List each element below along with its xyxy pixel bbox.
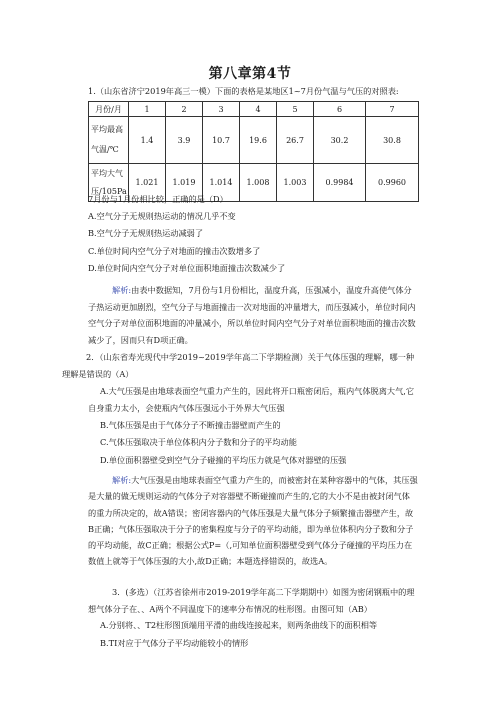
- table-cell: 30.8: [366, 117, 419, 164]
- q2-analysis: 解析:大气压强是由地球表面空气重力产生的，而被密封在某种容器中的气体，其压强是大量的做无规则运动的气体分子对容器壁不断碰撞而产生的,它的大小不是由被封闭气体的重力所决定的，故A错误；密闭容器内的气体压强是大量气体分子频繁撞击器壁产生，故B正确；气体压强取决于分子的密集程度与分子的平均动能，即为单位体积内分子数和分子的平均动能，故C正确；根据公式P=（,可知单位面积器壁受到气体分子碰撞的平均压力在数值上就等于气体压强的大小,故D正确；本题选择错误的，故选A。: [88, 475, 418, 567]
- q1-stem: 1.（山东省济宁2019年高三一模）下面的表格是某地区1~7月份气温与气压的对照表:: [88, 86, 399, 96]
- q3-option-a: A.分别将、、T2柱形图顶端用平滑的曲线连接起来，则两条曲线下的面积相等: [100, 620, 378, 630]
- table-cell: 30.2: [314, 117, 366, 164]
- table-cell: 19.6: [240, 117, 277, 164]
- q3-option-b: B.TI对应于气体分子平均动能较小的情形: [100, 638, 249, 648]
- table-header-cell: 6: [314, 102, 366, 117]
- table-cell: 10.7: [203, 117, 240, 164]
- table-cell: 1.019: [166, 164, 203, 202]
- table-header-cell: 4: [240, 102, 277, 117]
- page-title: 第八章第4节: [208, 66, 292, 82]
- table-header-row: [89, 102, 419, 117]
- table-cell: 1.014: [203, 164, 240, 202]
- table-header-cell: 7: [366, 102, 419, 117]
- table-cell: 26.7: [277, 117, 314, 164]
- q3-stem: 3．(多选）（江苏省徐州市2019-2019学年高二下学期期中）如图为密闭钢瓶中的理想气体分子在、、A两个不同温度下的速率分布情况的柱形图。由图可知（AB）: [88, 587, 415, 614]
- q2-option-d: D.单位面积器壁受到空气分子碰撞的平均压力就是气体对器壁的压强: [100, 455, 347, 465]
- q2-option-c: C.气体压强取决于单位体积内分子数和分子的平均动能: [100, 437, 297, 447]
- q2-option-b: B.气体压强是由于气体分子不断撞击器壁而产生的: [100, 420, 281, 430]
- q2-stem: 2．（山东省寿光现代中学2019~2019学年高二下学期检测）关于气体压强的理解，哪一种理解是错误的（A）: [62, 352, 415, 379]
- table-header-cell: 3: [203, 102, 240, 117]
- table-cell: 1.008: [240, 164, 277, 202]
- table-header-cell: 1: [129, 102, 166, 117]
- table-cell: 0.9984: [314, 164, 366, 202]
- table-header-cell: 5: [277, 102, 314, 117]
- q1-question: 7月份与1月份相比较，正确的是（D）: [88, 194, 228, 204]
- q1-analysis: 解析:由表中数据知，7月份与1月份相比，温度升高，压强减小，温度升高使气体分子热运动更加剧烈，空气分子与地面撞击一次对地面的冲量增大，而压强减小，单位时间内空气分子对单位面积地面的冲量减小，所以单位时间内空气分子对单位面积地面的撞击次数减少了，因而只有D项正确。: [88, 285, 416, 345]
- q1-option-a: A.空气分子无规则热运动的情况几乎不变: [88, 211, 236, 221]
- q2-option-a: A.大气压强是由地球表面空气重力产生的，因此将开口瓶密闭后，瓶内气体脱离大气,它自身重力太小，会使瓶内气体压强远小于外界大气压强: [88, 386, 415, 413]
- table-cell: 1.003: [277, 164, 314, 202]
- table-header-cell: 2: [166, 102, 203, 117]
- climate-table: [88, 101, 419, 202]
- q1-option-b: B.空气分子无规则热运动减弱了: [88, 228, 204, 238]
- row-label-temperature: 平均最高 气温/℃: [89, 117, 129, 164]
- q1-option-c: C.单位时间内空气分子对地面的撞击次数增多了: [88, 246, 261, 256]
- table-cell: 3.9: [166, 117, 203, 164]
- analysis-label: 解析:: [112, 285, 132, 295]
- table-header-cell: 月份/月: [89, 102, 129, 117]
- analysis-label: 解析:: [112, 475, 132, 485]
- table-row-temperature: [89, 117, 419, 164]
- row-label-pressure: 平均大气 压/105Pa: [89, 164, 129, 202]
- q1-option-d: D.单位时间内空气分子对单位面积地面撞击次数减少了: [88, 263, 286, 273]
- table-cell: 1.4: [129, 117, 166, 164]
- table-cell: 0.9960: [366, 164, 419, 202]
- table-cell: 1.021: [129, 164, 166, 202]
